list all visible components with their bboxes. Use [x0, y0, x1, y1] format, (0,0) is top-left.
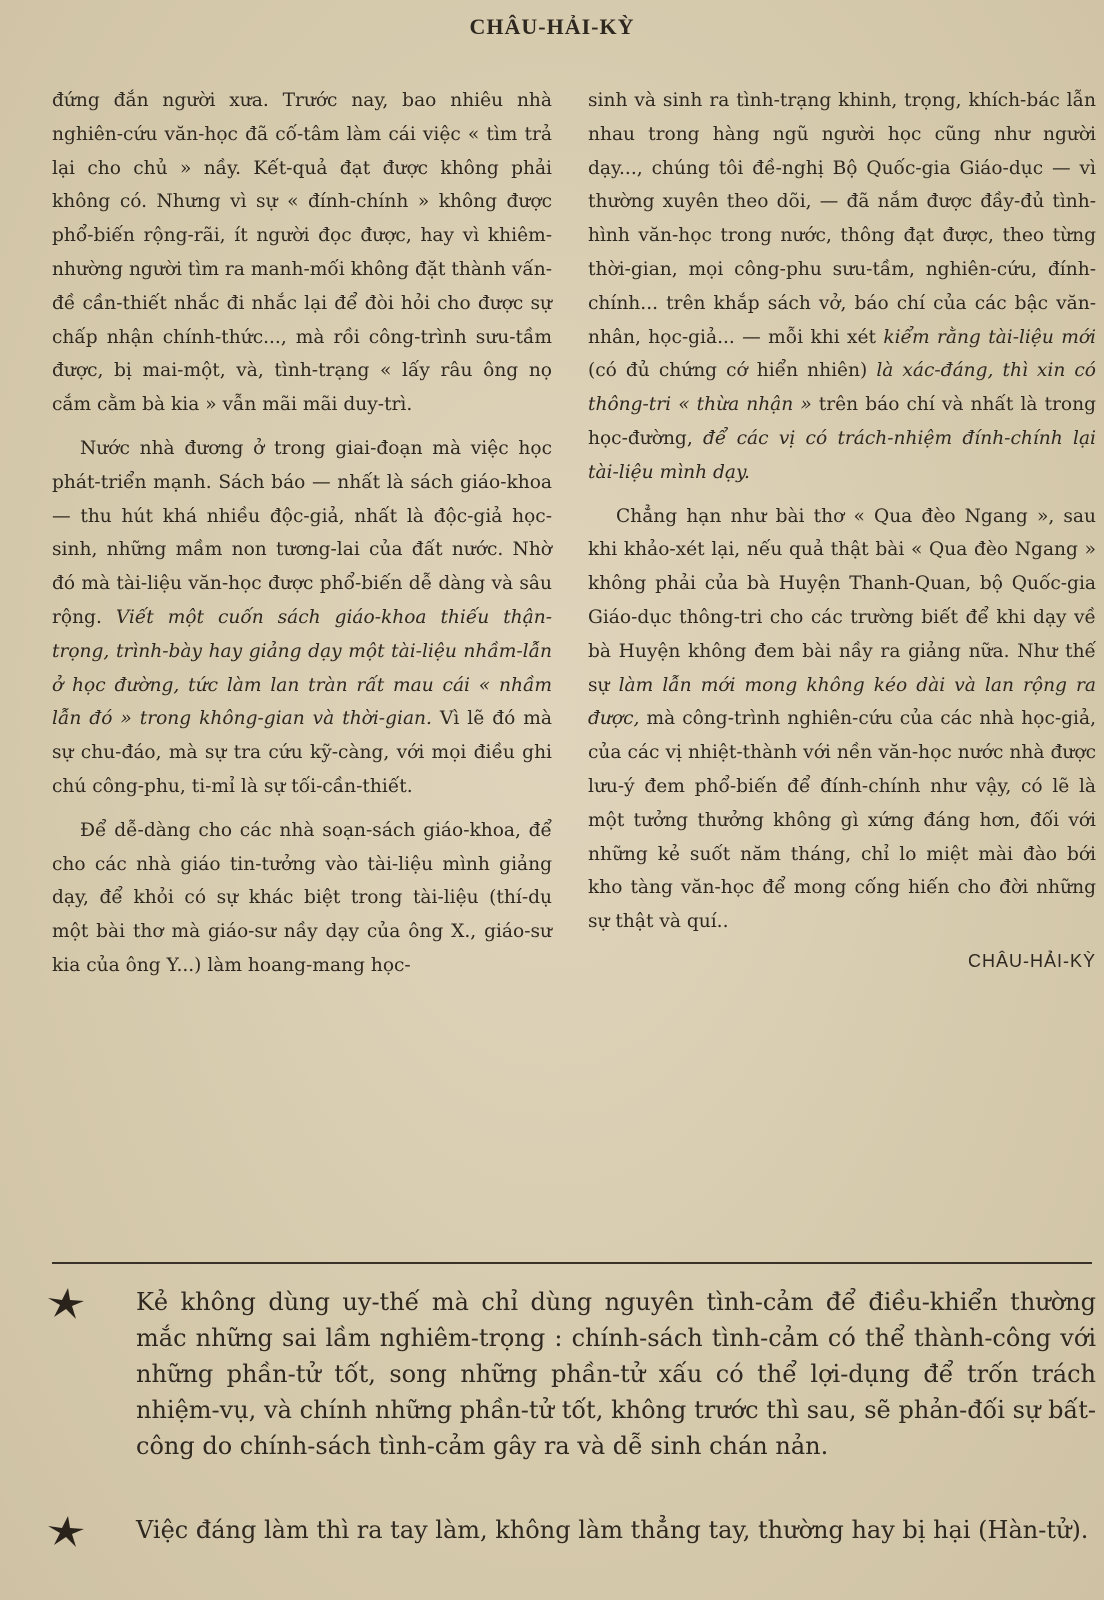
right-paragraph-1-italic-2: là xác-đáng, thì xin có thông-tri « thừa nhận »: [588, 360, 1096, 416]
quote-2-text: Việc đáng làm thì ra tay làm, không làm thẳng tay, thường hay bị hại (Hàn-tử).: [136, 1516, 1089, 1544]
right-paragraph-2-end: mà công-trình nghiên-cứu của các nhà học-giả, của các vị nhiệt-thành với nền văn-học nước nhà được lưu-ý đem phổ-biến để đính-chính như vậy, có lẽ là một tưởng thưởng không gì xứng đáng hơn, đối với những kẻ suốt năm tháng, chỉ lo miệt mài đào bới kho tàng văn-học để mong cống hiến cho đời những sự thật và quí..: [588, 708, 1096, 933]
divider-line: [52, 1262, 1092, 1264]
right-paragraph-1: [588, 84, 1096, 490]
right-paragraph-1-mid-2: trên báo chí và nhất là trong học-đường,: [588, 394, 1096, 449]
left-paragraph-1: đứng đắn người xưa. Trước nay, bao nhiêu nhà nghiên-cứu văn-học đã cố-tâm làm cái việc « tìm trả lại cho chủ » nầy. Kết-quả đạt được không phải không có. Nhưng vì sự « đính-chính » không được phổ-biến rộng-rãi, ít người đọc được, hay vì khiêm-nhường người tìm ra manh-mối không đặt thành vấn-đề cần-thiết nhắc đi nhắc lại để đòi hỏi cho được sự chấp nhận chính-thức..., mà rồi công-trình sưu-tầm được, bị mai-một, và, tình-trạng « lấy râu ông nọ cắm cằm bà kia » vẫn mãi mãi duy-trì.: [52, 90, 552, 416]
right-paragraph-1-mid: (có đủ chứng cớ hiển nhiên): [588, 360, 877, 382]
quote-2: [46, 1512, 1096, 1548]
left-paragraph-3: Để dễ-dàng cho các nhà soạn-sách giáo-khoa, để cho các nhà giáo tin-tưởng vào tài-liệu mình giảng dạy, để khỏi có sự khác biệt trong tài-liệu (thí-dụ một bài thơ mà giáo-sư nầy dạy của ông X., giáo-sư kia của ông Y...) làm hoang-mang học-: [52, 819, 552, 976]
left-paragraph-2-end: Vì lẽ đó mà sự chu-đáo, mà sự tra cứu kỹ-càng, với mọi điều ghi chú công-phu, ti-mỉ là sự tối-cần-thiết.: [52, 708, 552, 797]
star-icon: [46, 1514, 86, 1548]
author-signature: CHÂU-HẢI-KỲ: [967, 950, 1096, 971]
right-column: [588, 84, 1096, 979]
right-paragraph-2-start: Chẳng hạn như bài thơ « Qua đèo Ngang », sau khi khảo-xét lại, nếu quả thật bài « Qua đèo Ngang » không phải của bà Huyện Thanh-Quan, bộ Quốc-gia Giáo-dục thông-tri cho các trường biết để khi dạy về bà Huyện không đem bài nầy ra giảng nữa. Như thế sự: [588, 505, 1096, 696]
quote-1: [46, 1284, 1096, 1464]
left-paragraph-2-italic: Viết một cuốn sách giáo-khoa thiếu thận-trọng, trình-bày hay giảng dạy một tài-liệu nhầm-lẫn ở học đường, tức làm lan tràn rất mau cái « nhầm lẫn đó » trong không-gian và thời-gian.: [52, 606, 552, 730]
left-paragraph-2-start: Nước nhà đương ở trong giai-đoạn mà việc học phát-triển mạnh. Sách báo — nhất là sách giáo-khoa — thu hút khá nhiều độc-giả, nhất là độc-giả học-sinh, những mầm non tương-lai của đất nước. Nhờ đó mà tài-liệu văn-học được phổ-biến dễ dàng và sâu rộng.: [52, 437, 552, 628]
right-paragraph-1-italic-3: để các vị có trách-nhiệm đính-chính lại tài-liệu mình dạy.: [588, 427, 1096, 483]
right-paragraph-2-italic: làm lẫn mới mong không kéo dài và lan rộng ra được,: [588, 674, 1096, 730]
right-paragraph-1-start: sinh và sinh ra tình-trạng khinh, trọng, khích-bác lẫn nhau trong hàng ngũ người học cũng như người dạy..., chúng tôi đề-nghị Bộ Quốc-gia Giáo-dục — vì thường xuyên theo dõi, — đã nắm được đầy-đủ tình-hình văn-học trong nước, thông đạt được, theo từng thời-gian, mọi công-phu sưu-tầm, nghiên-cứu, đính-chính... trên khắp sách vở, báo chí của các bậc văn-nhân, học-giả... — mỗi khi xét: [588, 90, 1096, 348]
right-paragraph-2: [588, 500, 1096, 939]
right-paragraph-1-italic-1: kiểm rằng tài-liệu mới: [883, 326, 1096, 348]
page-header: CHÂU-HẢI-KỲ: [469, 14, 635, 39]
quote-1-text: Kẻ không dùng uy-thế mà chỉ dùng nguyên tình-cảm để điều-khiển thường mắc những sai lầm nghiêm-trọng : chính-sách tình-cảm có thể thành-công với những phần-tử tốt, song những phần-tử xấu có thể lợi-dụng để trốn trách nhiệm-vụ, và chính những phần-tử tốt, không trước thì sau, sẽ phản-đối sự bất-công do chính-sách tình-cảm gây ra và dễ sinh chán nản.: [136, 1288, 1096, 1460]
left-column: [52, 84, 552, 983]
star-icon: [46, 1286, 86, 1320]
left-paragraph-2: [52, 432, 552, 804]
